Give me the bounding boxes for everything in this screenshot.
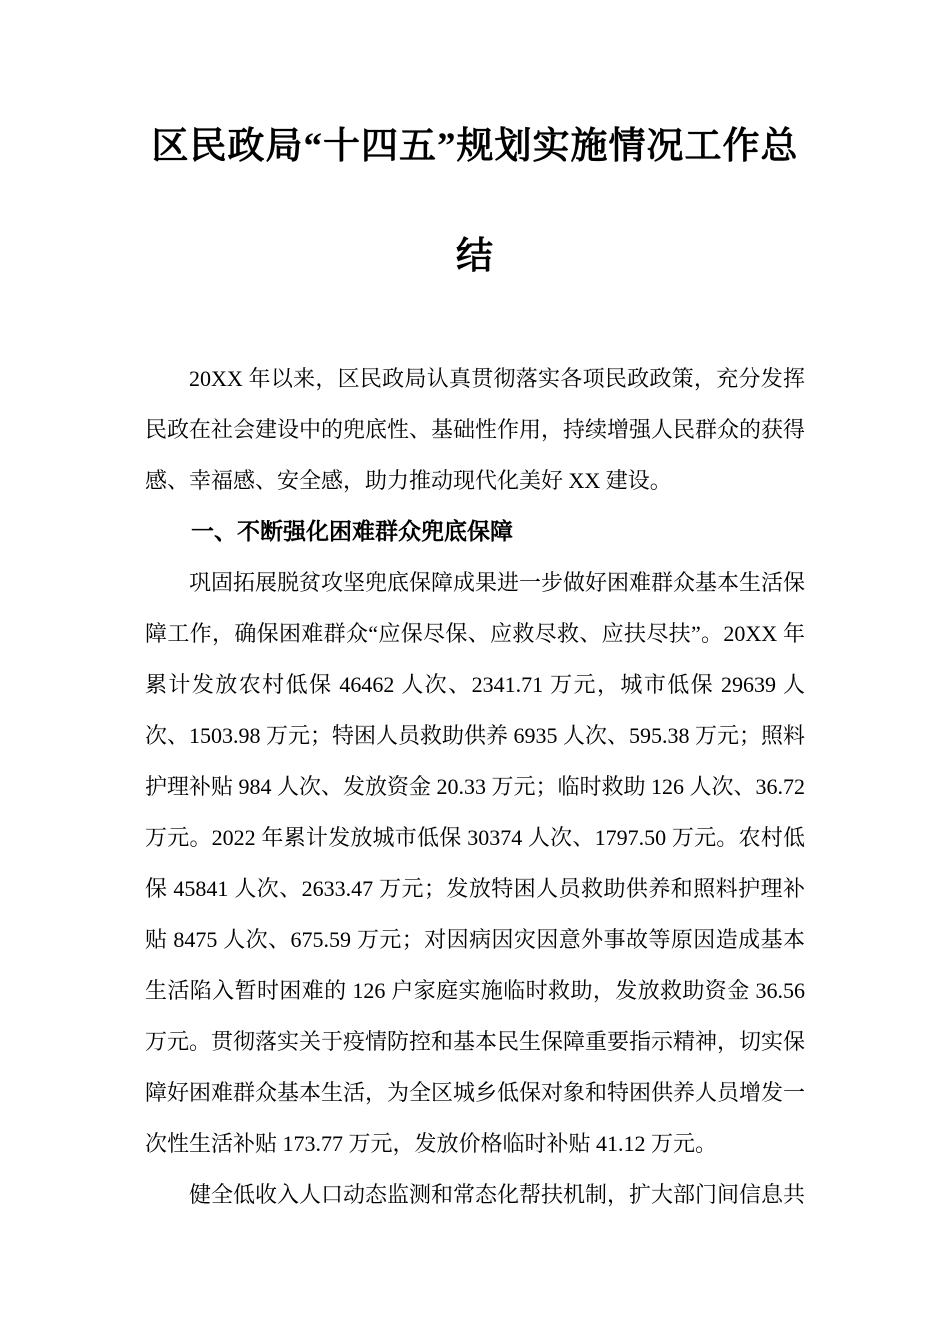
section-heading-1: 一、不断强化困难群众兜底保障 [191,518,513,544]
document-title-line-2: 结 [456,236,494,277]
document-title [145,92,805,312]
paragraph-section1-detail: 巩固拓展脱贫攻坚兜底保障成果进一步做好困难群众基本生活保障工作，确保困难群众“应保尽保、应救尽救、应扶尽扶”。20XX 年累计发放农村低保 46462 人次、2341.71 万元，城市低保 29639 人次、1503.98 万元；特困人员救助供养 6935 人次、595.38 万元；照料护理补贴 984 人次、发放资金 20.33 万元；临时救助 126 人次、36.72 万元。2022 年累计发放城市低保 30374 人次、1797.50 万元。农村低保 45841 人次、2633.47 万元；发放特困人员救助供养和照料护理补贴 8475 人次、675.59 万元；对因病因灾因意外事故等原因造成基本生活陷入暂时困难的 126 户家庭实施临时救助，发放救助资金 36.56 万元。贯彻落实关于疫情防控和基本民生保障重要指示精神，切实保障好困难群众基本生活，为全区城乡低保对象和特困供养人员增发一次性生活补贴 173.77 万元，发放价格临时补贴 41.12 万元。 [145,570,806,1156]
paragraph-overview: 20XX 年以来，区民政局认真贯彻落实各项民政政策，充分发挥民政在社会建设中的兜底性、基础性作用，持续增强人民群众的获得感、幸福感、安全感，助力推动现代化美好 XX 建设。 [145,366,806,493]
paragraph-section1-continued: 健全低收入人口动态监测和常态化帮扶机制，扩大部门间信息共 [189,1182,806,1207]
document-title-line-1: 区民政局“十四五”规划实施情况工作总 [151,126,799,167]
document-body [145,353,805,1220]
